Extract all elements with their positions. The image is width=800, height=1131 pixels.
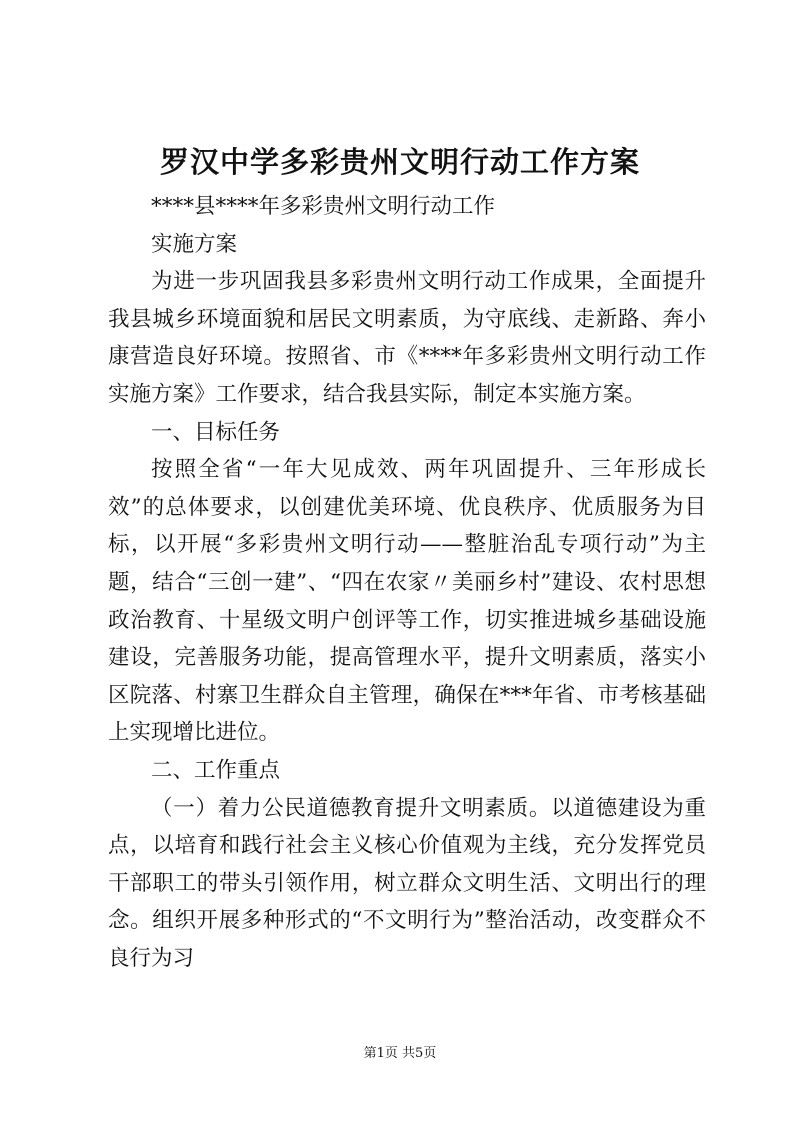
section-heading-focus: 二、工作重点 <box>151 757 281 783</box>
subtitle-line-1: ****县****年多彩贵州文明行动工作 <box>151 194 496 219</box>
document-body <box>108 188 706 977</box>
page-footer: 第1页 共5页 <box>363 1046 437 1061</box>
focus-paragraph-1: （一）着力公民道德教育提升文明素质。以道德建设为重点，以培育和践行社会主义核心价值观为主线，充分发挥党员干部职工的带头引领作用，树立群众文明生活、文明出行的理念。组织开展多种形式的“不文明行为”整治活动，改变群众不良行为习 <box>108 795 706 971</box>
section-heading-goals: 一、目标任务 <box>151 419 281 445</box>
goals-paragraph: 按照全省“一年大见成效、两年巩固提升、三年形成长效”的总体要求，以创建优美环境、优良秩序、优质服务为目标，以开展“多彩贵州文明行动——整脏治乱专项行动”为主题，结合“三创一建”、“四在农家〃美丽乡村”建设、农村思想政治教育、十星级文明户创评等工作，切实推进城乡基础设施建设，完善服务功能，提高管理水平，提升文明素质，落实小区院落、村寨卫生群众自主管理，确保在***年省、市考核基础上实现增比进位。 <box>108 457 706 746</box>
document-title: 罗汉中学多彩贵州文明行动工作方案 <box>159 145 640 179</box>
subtitle-line-2: 实施方案 <box>151 231 238 257</box>
intro-paragraph: 为进一步巩固我县多彩贵州文明行动工作成果，全面提升我县城乡环境面貌和居民文明素质，为守底线、走新路、奔小康营造良好环境。按照省、市《****年多彩贵州文明行动工作实施方案》工作要求，结合我县实际，制定本实施方案。 <box>108 269 706 407</box>
